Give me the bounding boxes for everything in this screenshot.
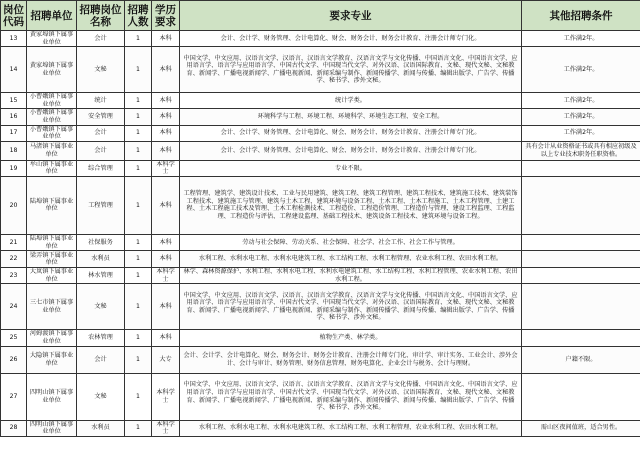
cell-num: 1 — [125, 420, 152, 436]
cell-code: 21 — [1, 234, 27, 250]
cell-post: 水利员 — [77, 251, 125, 268]
cell-post: 文秘 — [77, 373, 125, 420]
cell-edu: 大专 — [152, 346, 180, 373]
cell-other — [522, 251, 640, 268]
header-post: 招聘岗位名称 — [77, 1, 125, 31]
cell-code: 28 — [1, 420, 27, 436]
cell-code: 19 — [1, 160, 27, 176]
cell-major: 专业不限。 — [180, 160, 522, 176]
cell-code: 22 — [1, 251, 27, 268]
cell-code: 23 — [1, 268, 27, 284]
cell-major: 会计、会计学、财务管理、会计电算化、财会、财务会计、财务会计教育、注册会计师专门化。 — [180, 125, 522, 141]
cell-num: 1 — [125, 109, 152, 125]
cell-edu: 本科 — [152, 93, 180, 109]
cell-major: 水利工程、水利水电工程、水利水电建筑工程、水工结构工程、水利工程管理、农业水利工程、农田水利工程。 — [180, 420, 522, 436]
cell-num: 1 — [125, 234, 152, 250]
cell-post: 林水管理 — [77, 268, 125, 284]
cell-code: 16 — [1, 109, 27, 125]
cell-edu: 本科学士 — [152, 373, 180, 420]
cell-other — [522, 268, 640, 284]
cell-code: 26 — [1, 346, 27, 373]
cell-code: 25 — [1, 330, 27, 346]
cell-post: 工程管理 — [77, 176, 125, 234]
cell-unit: 马渚镇下属事业单位 — [27, 141, 77, 160]
table-row — [1, 330, 640, 346]
cell-other: 工作满2年。 — [522, 109, 640, 125]
cell-major: 林学、森林资源保护、水利工程、水利水电工程、水利水电建筑工程、水工结构工程、水利工程管理、农业水利工程、农田水利工程。 — [180, 268, 522, 284]
cell-other: 工作满2年。 — [522, 31, 640, 47]
cell-post: 水利员 — [77, 420, 125, 436]
table-row — [1, 31, 640, 47]
cell-num: 1 — [125, 31, 152, 47]
cell-num: 1 — [125, 176, 152, 234]
cell-code: 18 — [1, 141, 27, 160]
cell-unit: 大隐镇下属事业单位 — [27, 346, 77, 373]
cell-post: 会计 — [77, 125, 125, 141]
cell-edu: 本科 — [152, 234, 180, 250]
table-row — [1, 284, 640, 330]
cell-unit: 大岚镇下属事业单位 — [27, 268, 77, 284]
table-row — [1, 176, 640, 234]
table-row — [1, 268, 640, 284]
cell-major: 中国文学、中文应用、汉语言文学、汉语言、汉语言文学教育、汉语言文学与文化传播、中国语言文化、中国语言文学、应用语言学、语言学与应用语言学、中国古代文学、中国现当代文学、对外汉语、汉语国际教育、文秘、现代文秘、文秘教育、新闻学、广播电视新闻学、广播电视新闻、新闻采编与制作、新闻传播学、新闻与传播、编辑出版学、广告学、传播学、秘书学、涉外文秘。 — [180, 47, 522, 93]
cell-unit: 黄家埠镇下属事业单位 — [27, 47, 77, 93]
cell-edu: 本科 — [152, 47, 180, 93]
cell-unit: 陆埠镇下属事业单位 — [27, 176, 77, 234]
cell-unit: 四明山镇下属事业单位 — [27, 373, 77, 420]
cell-post: 会计 — [77, 346, 125, 373]
cell-major: 统计学类。 — [180, 93, 522, 109]
cell-code: 17 — [1, 125, 27, 141]
cell-num: 1 — [125, 251, 152, 268]
cell-edu: 本科 — [152, 125, 180, 141]
cell-num: 1 — [125, 284, 152, 330]
cell-edu: 本科 — [152, 109, 180, 125]
cell-unit: 小曹娥镇下属事业单位 — [27, 125, 77, 141]
cell-code: 15 — [1, 93, 27, 109]
cell-code: 20 — [1, 176, 27, 234]
cell-post: 文秘 — [77, 47, 125, 93]
cell-num: 1 — [125, 346, 152, 373]
cell-num: 1 — [125, 268, 152, 284]
cell-edu: 本科学士 — [152, 160, 180, 176]
table-body — [1, 31, 640, 437]
cell-num: 1 — [125, 93, 152, 109]
cell-post: 农林管理 — [77, 330, 125, 346]
header-num: 招聘人数 — [125, 1, 152, 31]
cell-other: 需山区夜间值班，适合男性。 — [522, 420, 640, 436]
cell-other: 工作满2年。 — [522, 93, 640, 109]
cell-edu: 本科 — [152, 251, 180, 268]
cell-post: 文秘 — [77, 284, 125, 330]
cell-unit: 陆埠镇下属事业单位 — [27, 234, 77, 250]
cell-num: 1 — [125, 141, 152, 160]
cell-other — [522, 160, 640, 176]
cell-edu: 本科 — [152, 330, 180, 346]
table-row — [1, 93, 640, 109]
cell-other — [522, 330, 640, 346]
cell-unit: 四明山镇下属事业单位 — [27, 420, 77, 436]
cell-code: 14 — [1, 47, 27, 93]
cell-edu: 本科学士 — [152, 420, 180, 436]
cell-unit: 三七市镇下属事业单位 — [27, 284, 77, 330]
cell-major: 中国文学、中文应用、汉语言文学、汉语言、汉语言文学教育、汉语言文学与文化传播、中国语言文化、中国语言文学、应用语言学、语言学与应用语言学、中国古代文学、中国现当代文学、对外汉语、汉语国际教育、文秘、现代文秘、文秘教育、新闻学、广播电视新闻学、广播电视新闻、新闻采编与制作、新闻传播学、新闻与传播、编辑出版学、广告学、传播学、秘书学、涉外文秘。 — [180, 373, 522, 420]
cell-post: 会计 — [77, 141, 125, 160]
table-row — [1, 234, 640, 250]
cell-major: 环境科学与工程、环境工程、环境科学、环境生态工程、安全工程。 — [180, 109, 522, 125]
header-unit: 招聘单位 — [27, 1, 77, 31]
cell-post: 社保服务 — [77, 234, 125, 250]
cell-post: 安全管理 — [77, 109, 125, 125]
table-row — [1, 141, 640, 160]
cell-num: 1 — [125, 47, 152, 93]
table-row — [1, 160, 640, 176]
cell-code: 13 — [1, 31, 27, 47]
cell-edu: 本科 — [152, 141, 180, 160]
cell-other: 工作满2年。 — [522, 47, 640, 93]
cell-num: 1 — [125, 125, 152, 141]
cell-unit: 牟山镇下属事业单位 — [27, 160, 77, 176]
cell-major: 劳动与社会保障、劳动关系、社会保障、社会学、社会工作、社会工作与管理。 — [180, 234, 522, 250]
header-code: 岗位代码 — [1, 1, 27, 31]
table-row — [1, 420, 640, 436]
cell-edu: 本科 — [152, 31, 180, 47]
cell-other — [522, 373, 640, 420]
cell-other: 户籍不限。 — [522, 346, 640, 373]
cell-unit: 黄家埠镇下属事业单位 — [27, 31, 77, 47]
cell-major: 水利工程、水利水电工程、水利水电建筑工程、水工结构工程、水利工程管理、农业水利工程、农田水利工程。 — [180, 251, 522, 268]
cell-other — [522, 176, 640, 234]
table-row — [1, 109, 640, 125]
cell-code: 27 — [1, 373, 27, 420]
header-edu: 学历要求 — [152, 1, 180, 31]
cell-num: 1 — [125, 330, 152, 346]
cell-major: 会计、会计学、财务管理、会计电算化、财会、财务会计、财务会计教育、注册会计师专门化。 — [180, 31, 522, 47]
header-major: 要求专业 — [180, 1, 522, 31]
cell-post: 会计 — [77, 31, 125, 47]
cell-other: 具有会计从业资格证书或具有相应初级及以上专业技术职务任职资格。 — [522, 141, 640, 160]
table-row — [1, 373, 640, 420]
cell-edu: 本科学士 — [152, 268, 180, 284]
cell-major: 会计、会计学、财务管理、会计电算化、财会、财务会计、财务会计教育、注册会计师专门化。 — [180, 141, 522, 160]
table-row — [1, 346, 640, 373]
header-row — [1, 1, 640, 31]
cell-unit: 梁弄镇下属事业单位 — [27, 251, 77, 268]
cell-edu: 本科 — [152, 176, 180, 234]
cell-code: 24 — [1, 284, 27, 330]
cell-major: 工程管理、建筑学、建筑设计技术、工业与民用建筑、建筑工程、建筑工程管理、建筑工程技术、建筑施工技术、建筑装饰工程技术、建筑施工与管理、建筑与土木工程、建筑环境与设备工程、土木工程、土木工程施工、土木工程管理、土建工程、土木工程施工技术及管理、土木工程检测技术、工程造价、工程造价管理、工程造价与管理、建设工程监理、工程监理、工程造价与评估、工程建设监理、基础工程技术、建筑设备工程技术、建筑环境与设备工程。 — [180, 176, 522, 234]
cell-unit: 小曹娥镇下属事业单位 — [27, 93, 77, 109]
cell-post: 综合管理 — [77, 160, 125, 176]
cell-edu: 本科 — [152, 284, 180, 330]
cell-num: 1 — [125, 160, 152, 176]
cell-other: 工作满2年。 — [522, 125, 640, 141]
cell-major: 中国文学、中文应用、汉语言文学、汉语言、汉语言文学教育、汉语言文学与文化传播、中国语言文化、中国语言文学、应用语言学、语言学与应用语言学、中国古代文学、中国现当代文学、对外汉语、汉语国际教育、文秘、现代文秘、文秘教育、新闻学、广播电视新闻学、广播电视新闻、新闻采编与制作、新闻传播学、新闻与传播、编辑出版学、广告学、传播学、秘书学、涉外文秘。 — [180, 284, 522, 330]
cell-num: 1 — [125, 373, 152, 420]
table-row — [1, 251, 640, 268]
cell-unit: 小曹娥镇下属事业单位 — [27, 109, 77, 125]
table-row — [1, 47, 640, 93]
cell-unit: 河姆渡镇下属事业单位 — [27, 330, 77, 346]
cell-major: 植物生产类、林学类。 — [180, 330, 522, 346]
cell-major: 会计、会计学、会计电算化、财会、财务会计、财务会计教育、注册会计师专门化、审计学、审计实务、工业会计、涉外会计、会计与审计、财务管理、财务信息管理、财务电算化、企业会计与税务、会计与理财。 — [180, 346, 522, 373]
header-other: 其他招聘条件 — [522, 1, 640, 31]
cell-post: 统计 — [77, 93, 125, 109]
table-row — [1, 125, 640, 141]
cell-other — [522, 234, 640, 250]
cell-other — [522, 284, 640, 330]
